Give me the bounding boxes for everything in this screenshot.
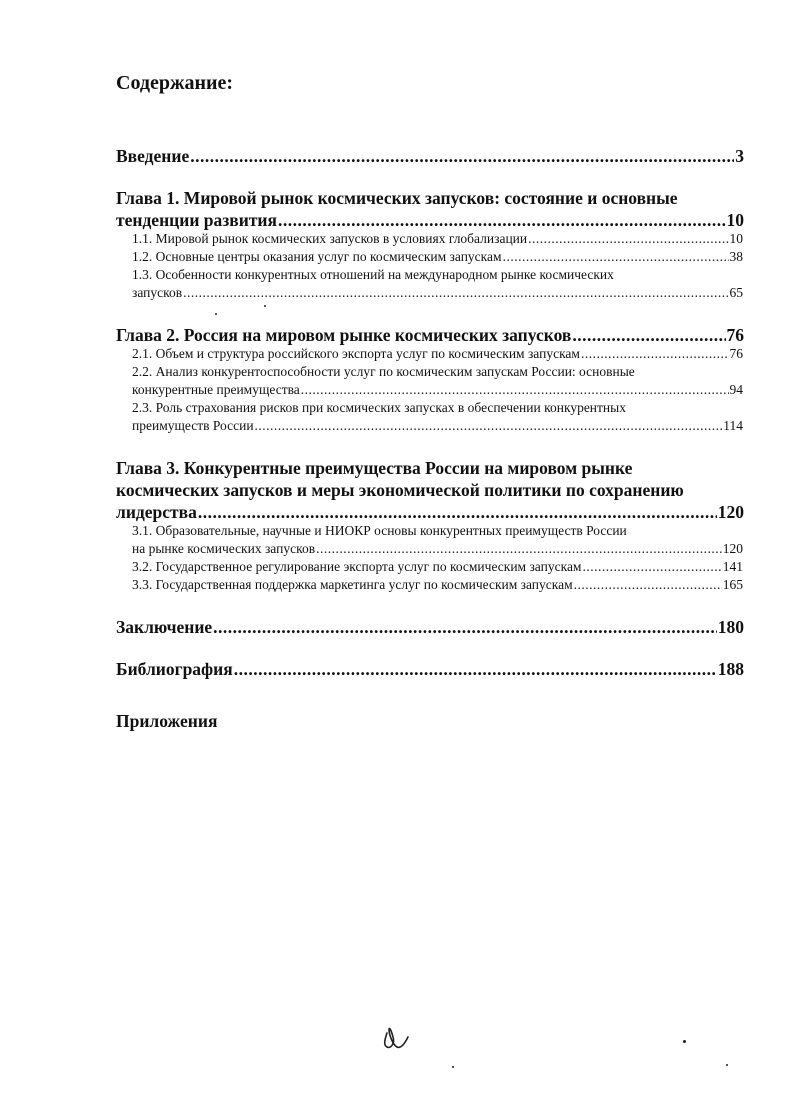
toc-section-1-1[interactable] — [132, 230, 743, 248]
toc-entry-page: 120 — [717, 502, 744, 522]
toc-section-2-2[interactable] — [132, 381, 743, 399]
toc-entry-page: 65 — [729, 285, 743, 300]
toc-entry-page: 165 — [722, 577, 743, 592]
dot-leader — [581, 345, 729, 363]
dot-leader — [316, 540, 722, 558]
dot-leader — [183, 284, 728, 302]
toc-chapter-1-heading[interactable]: Глава 1. Мировой рынок космических запусков: состояние и основные — [116, 188, 678, 208]
toc-section-1-3[interactable] — [132, 284, 743, 302]
toc-entry-label: 3.3. Государственная поддержка маркетинга услуг по космическим запускам — [132, 577, 573, 592]
toc-entry-page: 10 — [726, 210, 744, 230]
toc-section-3-2[interactable] — [132, 558, 743, 576]
toc-entry-page: 114 — [723, 418, 743, 433]
toc-entry-page: 180 — [717, 617, 744, 637]
toc-entry-page: 10 — [729, 231, 743, 246]
toc-entry-page: 188 — [717, 659, 744, 679]
dot-leader — [503, 248, 729, 266]
toc-entry-label: запусков — [132, 285, 183, 300]
toc-entry-label: конкурентные преимущества — [132, 382, 300, 397]
toc-entry-intro[interactable] — [116, 145, 744, 167]
toc-entry-label: Глава 2. Россия на мировом рынке космических запусков — [116, 325, 572, 345]
toc-entry-label: 1.2. Основные центры оказания услуг по космическим запускам — [132, 249, 502, 264]
toc-entry-page: 94 — [729, 382, 743, 397]
dot-leader — [190, 145, 734, 167]
toc-entry-label: Введение — [116, 146, 190, 166]
toc-entry-appendix[interactable]: Приложения — [116, 711, 218, 731]
page-title: Содержание: — [116, 72, 234, 94]
toc-entry-page: 76 — [729, 346, 743, 361]
toc-entry-page: 3 — [735, 146, 744, 166]
toc-chapter-3-heading-line1[interactable]: Глава 3. Конкурентные преимущества России на мировом рынке — [116, 458, 633, 478]
toc-section-3-1-heading[interactable]: 3.1. Образовательные, научные и НИОКР основы конкурентных преимуществ России — [132, 523, 627, 538]
toc-chapter-3[interactable] — [116, 501, 744, 523]
toc-entry-bibliography[interactable] — [116, 658, 744, 680]
toc-entry-label: 2.1. Объем и структура российского экспорта услуг по космическим запускам — [132, 346, 580, 361]
toc-section-2-2-heading[interactable]: 2.2. Анализ конкурентоспособности услуг по космическим запускам России: основные — [132, 364, 635, 379]
toc-entry-page: 141 — [722, 559, 743, 574]
toc-section-3-3[interactable] — [132, 576, 743, 594]
toc-chapter-1[interactable] — [116, 209, 744, 231]
scan-speck — [264, 305, 266, 307]
toc-entry-label: на рынке космических запусков — [132, 541, 316, 556]
dot-leader — [528, 230, 728, 248]
scan-speck — [683, 1040, 686, 1043]
toc-chapter-3-heading-line2[interactable]: космических запусков и меры экономической политики по сохранению — [116, 480, 684, 500]
toc-entry-page: 38 — [729, 249, 743, 264]
toc-section-2-1[interactable] — [132, 345, 743, 363]
scan-speck — [726, 1064, 728, 1066]
dot-leader — [301, 381, 729, 399]
toc-entry-page: 120 — [722, 541, 743, 556]
dot-leader — [582, 558, 721, 576]
toc-entry-label: Библиография — [116, 659, 233, 679]
toc-entry-label: 1.1. Мировой рынок космических запусков в условиях глобализации — [132, 231, 528, 246]
toc-entry-conclusion[interactable] — [116, 616, 744, 638]
toc-entry-label: лидерства — [116, 502, 197, 522]
toc-section-2-3-heading[interactable]: 2.3. Роль страхования рисков при космических запусках в обеспечении конкурентных — [132, 400, 626, 415]
toc-section-1-2[interactable] — [132, 248, 743, 266]
dot-leader — [234, 658, 717, 680]
dot-leader — [572, 324, 725, 346]
dot-leader — [278, 209, 726, 231]
toc-section-2-3[interactable] — [132, 417, 743, 435]
toc-entry-label: тенденции развития — [116, 210, 277, 230]
toc-section-1-3-heading[interactable]: 1.3. Особенности конкурентных отношений на международном рынке космических — [132, 267, 614, 282]
toc-entry-label: Заключение — [116, 617, 213, 637]
dot-leader — [255, 417, 723, 435]
toc-chapter-2[interactable] — [116, 324, 744, 346]
handwritten-mark-icon — [381, 1025, 411, 1053]
toc-section-3-1[interactable] — [132, 540, 743, 558]
toc-entry-page: 76 — [726, 325, 744, 345]
scan-speck — [452, 1066, 454, 1068]
dot-leader — [213, 616, 717, 638]
dot-leader — [198, 501, 717, 523]
dot-leader — [574, 576, 722, 594]
scan-speck — [215, 313, 217, 315]
toc-entry-label: преимуществ России — [132, 418, 254, 433]
toc-entry-label: 3.2. Государственное регулирование экспорта услуг по космическим запускам — [132, 559, 582, 574]
